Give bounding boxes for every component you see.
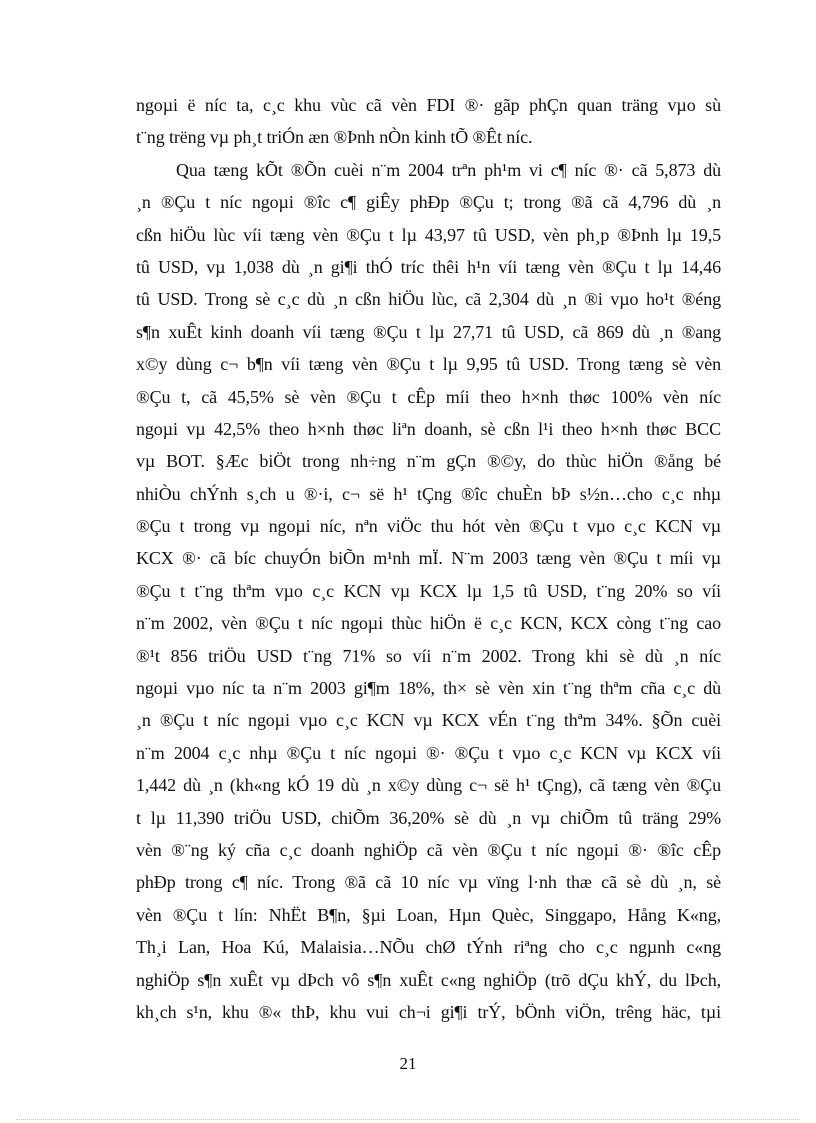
text-line: ngoµi ë níc ta, c¸c khu vùc cã vèn FDI ®· gãp phÇn quan träng vµo sù [136, 95, 721, 115]
text-line: nhiÒu chÝnh s¸ch u ®·i, c¬ së h¹ tÇng ®îc chuÈn bÞ s½n…cho c¸c nhµ [136, 483, 721, 504]
text-line: tû USD, vµ 1,038 dù ¸n gi¶i thÓ tríc thêi h¹n víi tæng vèn ®Çu t lµ 14,46 [136, 256, 721, 277]
text-line: ®Çu t, cã 45,5% sè vèn ®Çu t cÊp míi theo h×nh thøc 100% vèn níc [136, 386, 721, 407]
text-line: ngoµi vµo níc ta n¨m 2003 gi¶m 18%, th× sè vèn xin t¨ng thªm cña c¸c dù [136, 678, 721, 699]
text-line: cßn hiÖu lùc víi tæng vèn ®Çu t lµ 43,97 tû USD, vèn ph¸p ®Þnh lµ 19,5 [136, 224, 721, 245]
text-line: vèn ®¨ng ký cña c¸c doanh nghiÖp cã vèn ®Çu t níc ngoµi ®· ®îc cÊp [136, 839, 721, 860]
page-number: 21 [399, 1054, 417, 1073]
text-line: ®Çu t t¨ng thªm vµo c¸c KCN vµ KCX lµ 1,5 tû USD, t¨ng 20% so víi [136, 580, 721, 601]
text-line: phÐp trong c¶ níc. Trong ®ã cã 10 níc vµ vïng l·nh thæ cã sè dù ¸n, sè [136, 872, 721, 893]
text-line: s¶n xuÊt kinh doanh víi tæng ®Çu t lµ 27,71 tû USD, cã 869 dù ¸n ®ang [136, 321, 721, 342]
text-line: Qua tæng kÕt ®Õn cuèi n¨m 2004 trªn ph¹m vi c¶ níc ®· cã 5,873 dù [176, 159, 721, 180]
body-text [136, 89, 721, 1028]
text-line: nghiÖp s¶n xuÊt vµ dÞch vô s¶n xuÊt c«ng nghiÖp (trõ dÇu khÝ, du lÞch, [136, 969, 721, 990]
text-line: x©y dùng c¬ b¶n víi tæng vèn ®Çu t lµ 9,95 tû USD. Trong tæng sè vèn [136, 354, 721, 375]
text-line: vµ BOT. §Æc biÖt trong nh÷ng n¨m gÇn ®©y, do thùc hiÖn ®ång bé [136, 451, 721, 472]
text-line: tû USD. Trong sè c¸c dù ¸n cßn hiÖu lùc, cã 2,304 dù ¸n ®i vµo ho¹t ®éng [136, 289, 721, 310]
text-line: ngoµi vµ 42,5% theo h×nh thøc liªn doanh, sè cßn l¹i theo h×nh thøc BCC [136, 418, 721, 439]
text-line: n¨m 2002, vèn ®Çu t níc ngoµi thùc hiÖn ë c¸c KCN, KCX còng t¨ng cao [136, 613, 721, 634]
text-line: kh¸ch s¹n, khu ®« thÞ, khu vui ch¬i gi¶i trÝ, bÖnh viÖn, trêng häc, tµi [136, 1001, 721, 1022]
text-line: ®¹t 856 triÖu USD t¨ng 71% so víi n¨m 2002. Trong khi sè dù ¸n níc [136, 645, 721, 666]
text-line: vèn ®Çu t lín: NhËt B¶n, §µi Loan, Hµn Quèc, Singgapo, Hång K«ng, [136, 904, 721, 925]
text-line: ®Çu t trong vµ ngoµi níc, nªn viÖc thu hót vèn ®Çu t vµo c¸c KCN vµ [136, 516, 721, 537]
text-line: Th¸i Lan, Hoa Kú, Malaisia…NÕu chØ tÝnh riªng cho c¸c ngµnh c«ng [136, 937, 721, 958]
page-boundary-divider [16, 1119, 800, 1120]
text-line: KCX ®· cã bíc chuyÓn biÕn m¹nh mÏ. N¨m 2003 tæng vèn ®Çu t míi vµ [136, 548, 721, 569]
text-line: 1,442 dù ¸n (kh«ng kÓ 19 dù ¸n x©y dùng c¬ së h¹ tÇng), cã tæng vèn ®Çu [136, 775, 721, 796]
text-line: n¨m 2004 c¸c nhµ ®Çu t níc ngoµi ®· ®Çu t vµo c¸c KCN vµ KCX víi [136, 742, 721, 763]
text-line: t¨ng trëng vµ ph¸t triÓn æn ®Þnh nÒn kinh tÕ ®Êt níc. [136, 127, 533, 148]
text-line: t lµ 11,390 triÖu USD, chiÕm 36,20% sè dù ¸n vµ chiÕm tû träng 29% [136, 807, 721, 828]
text-line: ¸n ®Çu t níc ngoµi ®îc c¶ giÊy phÐp ®Çu t; trong ®ã cã 4,796 dù ¸n [136, 192, 721, 213]
text-line: ¸n ®Çu t níc ngoµi vµo c¸c KCN vµ KCX vÉn t¨ng thªm 34%. §Õn cuèi [136, 710, 721, 731]
